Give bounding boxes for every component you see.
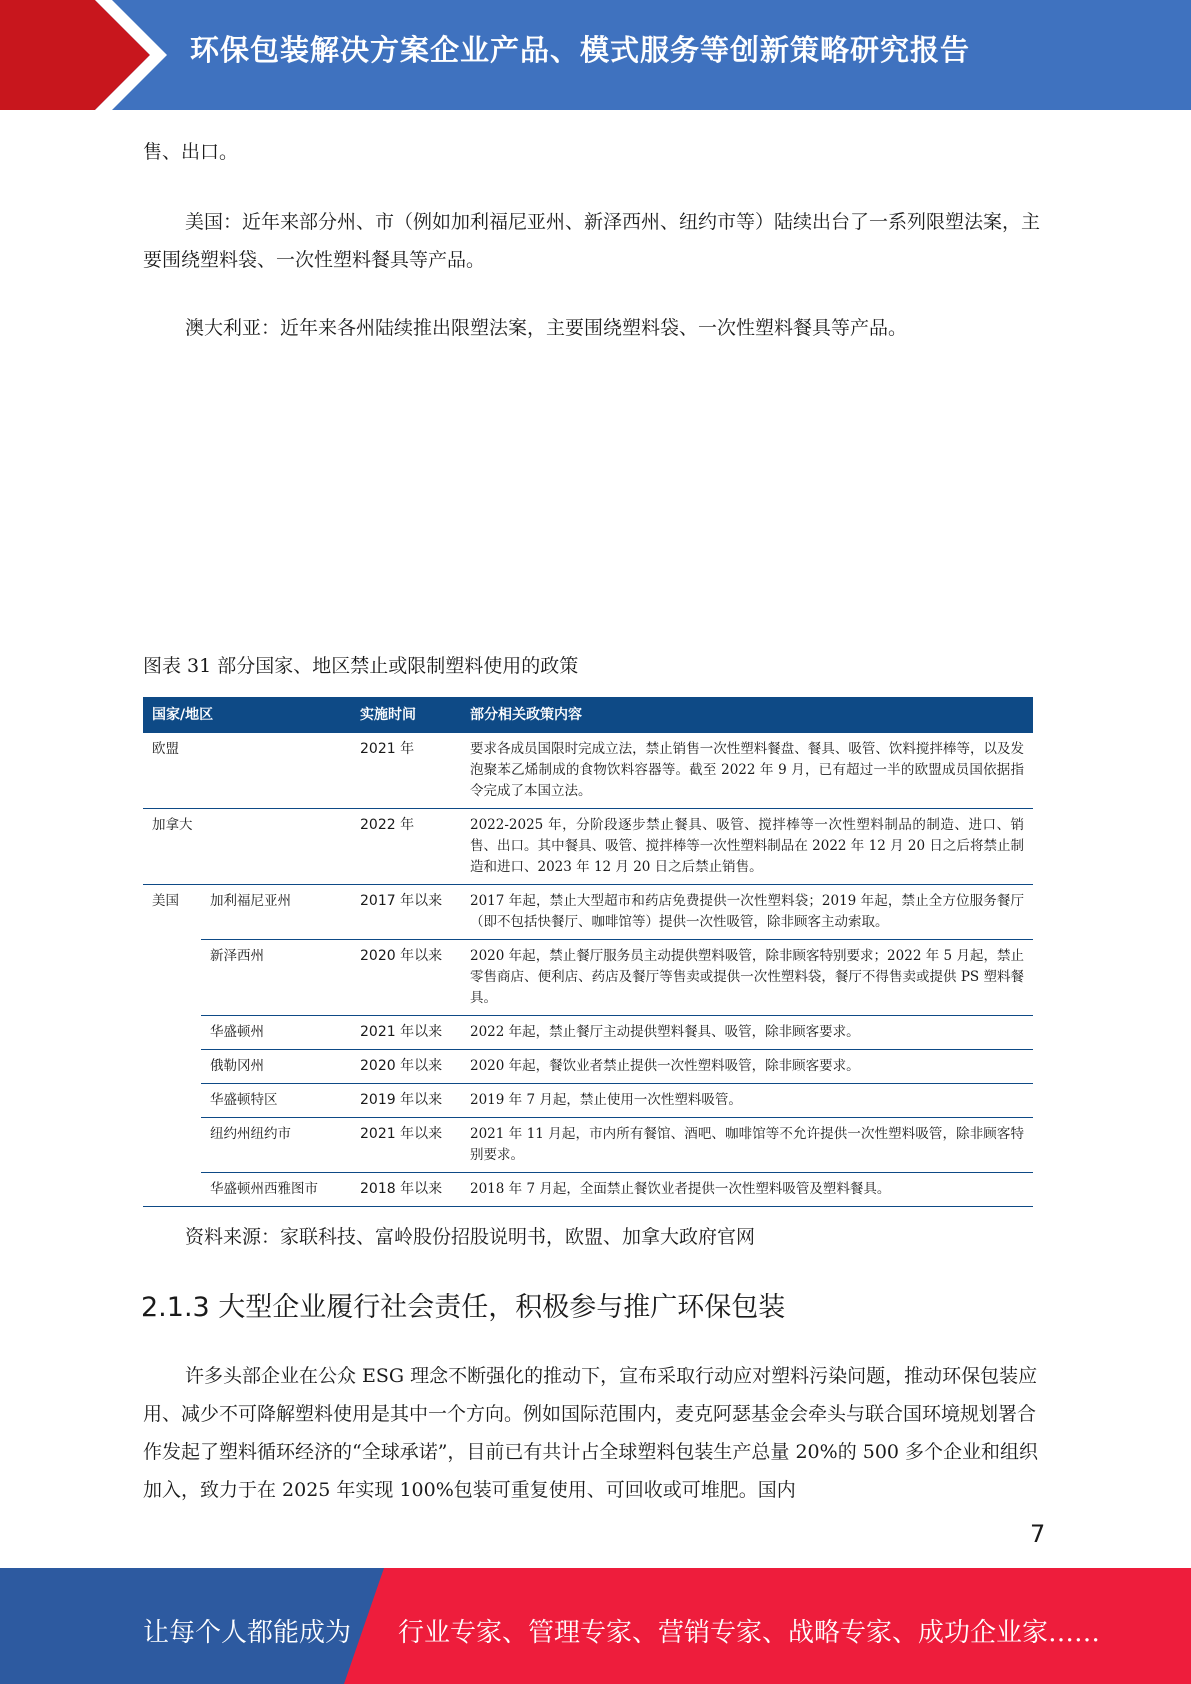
- table-row: [143, 1016, 1033, 1050]
- region-cell: 新泽西州: [201, 940, 351, 1016]
- content-cell: 2020 年起，禁止餐厅服务员主动提供塑料吸管，除非顾客特别要求；2022 年 5 月起，禁止零售商店、便利店、药店及餐厅等售卖或提供一次性塑料袋，餐厅不得售卖或提供 PS 塑料餐具。: [461, 940, 1033, 1016]
- time-cell: 2022 年: [351, 809, 461, 885]
- time-cell: 2020 年以来: [351, 940, 461, 1016]
- region-cell: 加利福尼亚州: [201, 885, 351, 940]
- time-cell: 2021 年以来: [351, 1016, 461, 1050]
- region-cell: 纽约州纽约市: [201, 1118, 351, 1173]
- time-cell: 2019 年以来: [351, 1084, 461, 1118]
- country-cell: 欧盟: [143, 733, 351, 809]
- table-row: [143, 1173, 1033, 1207]
- footer-slogan-right: 行业专家、管理专家、营销专家、战略专家、成功企业家……: [398, 1618, 1101, 1648]
- paragraph-australia: 澳大利亚：近年来各州陆续推出限塑法案，主要围绕塑料袋、一次性塑料餐具等产品。: [185, 317, 908, 339]
- content-cell: 2019 年 7 月起，禁止使用一次性塑料吸管。: [461, 1084, 1033, 1118]
- policy-table: [143, 697, 1033, 1207]
- content-cell: 2020 年起，餐饮业者禁止提供一次性塑料吸管，除非顾客要求。: [461, 1050, 1033, 1084]
- time-cell: 2021 年: [351, 733, 461, 809]
- header-time: 实施时间: [351, 697, 461, 733]
- content-cell: 2018 年 7 月起，全面禁止餐饮业者提供一次性塑料吸管及塑料餐具。: [461, 1173, 1033, 1207]
- header-title: 环保包装解决方案企业产品、模式服务等创新策略研究报告: [190, 33, 971, 67]
- table-row: [143, 733, 1033, 809]
- country-cell: 加拿大: [143, 809, 351, 885]
- page-header: [0, 0, 1191, 110]
- table-source: 资料来源：家联科技、富岭股份招股说明书，欧盟、加拿大政府官网: [185, 1226, 756, 1248]
- content-cell: 2022 年起，禁止餐厅主动提供塑料餐具、吸管，除非顾客要求。: [461, 1016, 1033, 1050]
- table-header-row: [143, 697, 1033, 733]
- table-row: [143, 1050, 1033, 1084]
- content-cell: 2022-2025 年，分阶段逐步禁止餐具、吸管、搅拌棒等一次性塑料制品的制造、进口、销售、出口。其中餐具、吸管、搅拌棒等一次性塑料制品在 2022 年 12 月 20 日之后将禁止制造和进口、2023 年 12 月 20 日之后禁止销售。: [461, 809, 1033, 885]
- header-content: 部分相关政策内容: [461, 697, 1033, 733]
- table-row: [143, 940, 1033, 1016]
- content-cell: 2021 年 11 月起，市内所有餐馆、酒吧、咖啡馆等不允许提供一次性塑料吸管，除非顾客特别要求。: [461, 1118, 1033, 1173]
- table-caption: 图表 31 部分国家、地区禁止或限制塑料使用的政策: [143, 655, 579, 677]
- region-cell: 华盛顿州西雅图市: [201, 1173, 351, 1207]
- footer-slogan-left: 让每个人都能成为: [143, 1618, 352, 1648]
- country-cell: 美国: [143, 885, 201, 1207]
- content-cell: 2017 年起，禁止大型超市和药店免费提供一次性塑料袋；2019 年起，禁止全方位服务餐厅（即不包括快餐厅、咖啡馆等）提供一次性吸管，除非顾客主动索取。: [461, 885, 1033, 940]
- paragraph-corporate-responsibility: 许多头部企业在公众 ESG 理念不断强化的推动下，宣布采取行动应对塑料污染问题，推动环保包装应用、减少不可降解塑料使用是其中一个方向。例如国际范围内，麦克阿瑟基金会牵头与联合国环境规划署合作发起了塑料循环经济的“全球承诺”，目前已有共计占全球塑料包装生产总量 20%的 500 多个企业和组织加入，致力于在 2025 年实现 100%包装可重复使用、可回收或可堆肥。国内: [143, 1365, 1039, 1501]
- time-cell: 2020 年以来: [351, 1050, 461, 1084]
- table-row: [143, 1084, 1033, 1118]
- region-cell: 俄勒冈州: [201, 1050, 351, 1084]
- time-cell: 2018 年以来: [351, 1173, 461, 1207]
- region-cell: 华盛顿特区: [201, 1084, 351, 1118]
- table-row: [143, 809, 1033, 885]
- table-row: [143, 885, 1033, 940]
- time-cell: 2017 年以来: [351, 885, 461, 940]
- page-footer: [0, 1568, 1191, 1684]
- content-cell: 要求各成员国限时完成立法，禁止销售一次性塑料餐盘、餐具、吸管、饮料搅拌棒等，以及发泡聚苯乙烯制成的食物饮料容器等。截至 2022 年 9 月，已有超过一半的欧盟成员国依据指令完成了本国立法。: [461, 733, 1033, 809]
- section-heading: 2.1.3 大型企业履行社会责任，积极参与推广环保包装: [141, 1292, 786, 1323]
- table-row: [143, 1118, 1033, 1173]
- page-number: 7: [1030, 1520, 1046, 1548]
- region-cell: 华盛顿州: [201, 1016, 351, 1050]
- paragraph-continuation: 售、出口。: [143, 141, 239, 163]
- paragraph-usa: 美国：近年来部分州、市（例如加利福尼亚州、新泽西州、纽约市等）陆续出台了一系列限塑法案，主要围绕塑料袋、一次性塑料餐具等产品。: [143, 211, 1041, 271]
- header-country: 国家/地区: [143, 697, 351, 733]
- time-cell: 2021 年以来: [351, 1118, 461, 1173]
